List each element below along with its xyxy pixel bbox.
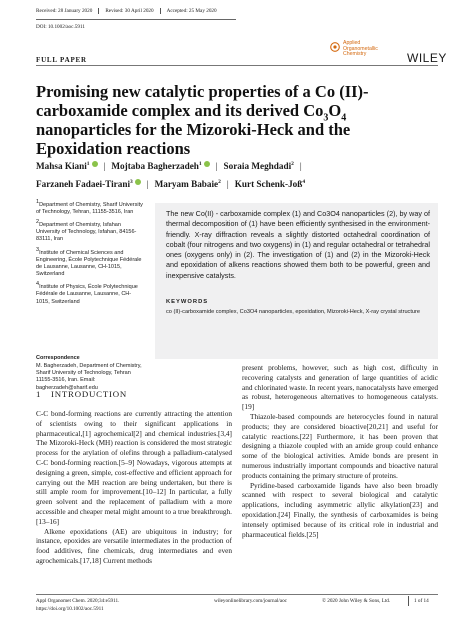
author[interactable]: Mahsa Kiani$^1$ [36, 161, 98, 171]
orcid-icon[interactable] [135, 179, 141, 185]
paragraph: Thiazole-based compounds are heterocycles found in natural products; they are considered bioactive[20,21] and useful for catalytic reactions.[22] Furthermore, it has been proven that designing a thiazole coupled with an amide group could enhance some of the biological activities. Amide bonds are present in numerous industrially important compounds and bioactive natural products containing the primary structure of proteins. [242, 411, 438, 480]
paragraph: Pyridine-based carboxamide ligands have also been broadly scanned with respect to several biological and catalytic applications, including asymmetric allylic alkylation[23] and epoxidation.[24] Finally, the synthesis of carboxamides is being intensely optimised because of its critical role in industrial and pharmaceutical fields.[25] [242, 480, 438, 539]
orcid-icon[interactable] [92, 161, 98, 167]
title-part-2: nanoparticles for the Mizoroki-Heck and the Epoxidation reactions [36, 120, 351, 158]
logo-line-1: Applied [343, 40, 361, 46]
title-part-1: Promising new catalytic properties of a Co (II)-carboxamide complex and its derived Co [36, 82, 369, 120]
author[interactable]: Kurt Schenk-Joß$^4$ [234, 179, 306, 190]
revised-date: Revised: 30 April 2020 [99, 8, 160, 14]
affiliation: $^3$Institute of Chemical Sciences and Engineering, École Polytechnique Fédérale de Lausanne, Lausanne, CH-1015, Switzerland [36, 246, 142, 278]
section-divider [36, 65, 438, 66]
publisher-logo: WILEY [407, 51, 447, 65]
author-separator: | [299, 161, 302, 172]
header-divider [36, 19, 236, 20]
author[interactable]: Mojtaba Bagherzadeh$^1$ [111, 161, 209, 171]
correspondence-heading: Correspondence [36, 355, 80, 361]
logo-line-3: Chemistry [343, 51, 367, 58]
copyright: © 2020 John Wiley & Sons, Ltd. [322, 598, 391, 604]
article-title [36, 82, 438, 158]
received-date: Received: 28 January 2020 [36, 8, 99, 14]
journal-website-link[interactable]: wileyonlinelibrary.com/journal/aoc [214, 598, 287, 604]
section-heading: INTRODUCTION [51, 389, 128, 399]
title-sub-2: 4 [341, 112, 347, 124]
section-label: FULL PAPER [36, 56, 87, 64]
journal-citation: Appl Organomet Chem. 2020;34:e5911. [36, 598, 120, 604]
body-column-left [36, 409, 232, 566]
affiliation: $^2$Department of Chemistry, Isfahan University of Technology, Isfahan, 84156-83111, Iran [36, 219, 137, 243]
author-separator: | [146, 179, 149, 190]
author-list [36, 156, 438, 192]
accepted-date: Accepted: 25 May 2020 [166, 8, 217, 14]
paragraph: present problems, however, such as high cost, difficulty in recovering catalysts and generation of large quantities of acidic and chlorinated waste. In recent years, nanocatalysts have emerged as robust, heterogeneous alternatives to homogeneous catalysts.[19] [242, 363, 438, 412]
author-separator: | [103, 161, 106, 172]
page-number: 1 of 14 [414, 598, 429, 604]
author[interactable]: Maryam Babaie$^2$ [154, 179, 221, 190]
logo-line-2: Organometallic [343, 45, 378, 52]
author[interactable]: Farzaneh Fadaei-Tirani$^3$ [36, 179, 141, 189]
body-column-right [242, 363, 438, 539]
author-separator: | [226, 179, 229, 190]
article-dates [36, 8, 223, 14]
author[interactable]: Soraia Meghdadi$^2$ [223, 161, 294, 172]
footer-separator [408, 596, 409, 606]
doi[interactable]: DOI: 10.1002/aoc.5911 [36, 24, 85, 30]
journal-logo [330, 41, 400, 67]
author-separator: | [215, 161, 218, 172]
affiliation: $^1$Department of Chemistry, Sharif University of Technology, Tehran, 11155-3516, Iran [36, 199, 143, 216]
section-number: 1 [36, 389, 41, 399]
doi-link[interactable]: https://doi.org/10.1002/aoc.5911 [36, 606, 104, 612]
affiliation: $^4$Institute of Physics, École Polytechnique Fédérale de Lausanne, Lausanne, CH-1015, Switzerland [36, 281, 138, 305]
orcid-icon[interactable] [204, 161, 210, 167]
abstract-text: The new Co(II) - carboxamide complex (1) and Co3O4 nanoparticles (2), by way of thermal decomposition of (1) have been efficiently synthesised in the environment-friendly. X-ray diffraction reveals a slightly distorted octahedral coordination of cobalt (four nitrogens and two oxygens) in (1) and regular octahedral or tetrahedral ones (oxygens only) in (2). The investigation of (1) and (2) in the Mizoroki-Heck and epoxidation of alkens reactions showed them both to be powerful, green and inexpensive catalysts. [166, 209, 430, 280]
keywords-text: co (II)-carboxamide complex, Co3O4 nanoparticles, epoxidation, Mizoroki-Heck, X-ray crystal structure [166, 309, 420, 315]
keywords-heading: KEYWORDS [166, 299, 209, 305]
paragraph: C-C bond-forming reactions are currently attracting the attention of scientists owing to their significant applications in pharmaceutical,[1] agrochemical[2] and chemical industries.[3,4] The Mizoroki-Heck (MH) reaction is considered the most strategic process for the arylation of olefins through a palladium-catalysed C-C bond-forming reaction.[5–9] Nowadays, vigorous attempts at designing a green, simple, cost-effective and efficient approach for carrying out the MH reaction are being undertaken, but there is still ample room for improvement.[10–12] In particular, a fully green solvent and the replacement of palladium with a more accessible and cheaper metal might amount to a true breakthrough.[13–16] [36, 409, 232, 526]
affiliations [36, 199, 144, 309]
journal-logo-icon [330, 42, 340, 52]
correspondence-text: M. Bagherzadeh, Department of Chemistry, Sharif University of Technology, Tehran 11155-3516, Iran. Email: bagherzadeh@sharif.edu [36, 363, 142, 391]
title-sub-1: 3 [323, 112, 329, 124]
footer-divider [36, 594, 438, 595]
title-mid: O [328, 101, 342, 120]
paragraph: Alkene epoxidations (AE) are ubiquitous in industry; for instance, epoxides are versatile intermediates in the production of food additives, fine chemicals, drug intermediates and even agrochemicals.[17,18] Current methods [36, 526, 232, 565]
